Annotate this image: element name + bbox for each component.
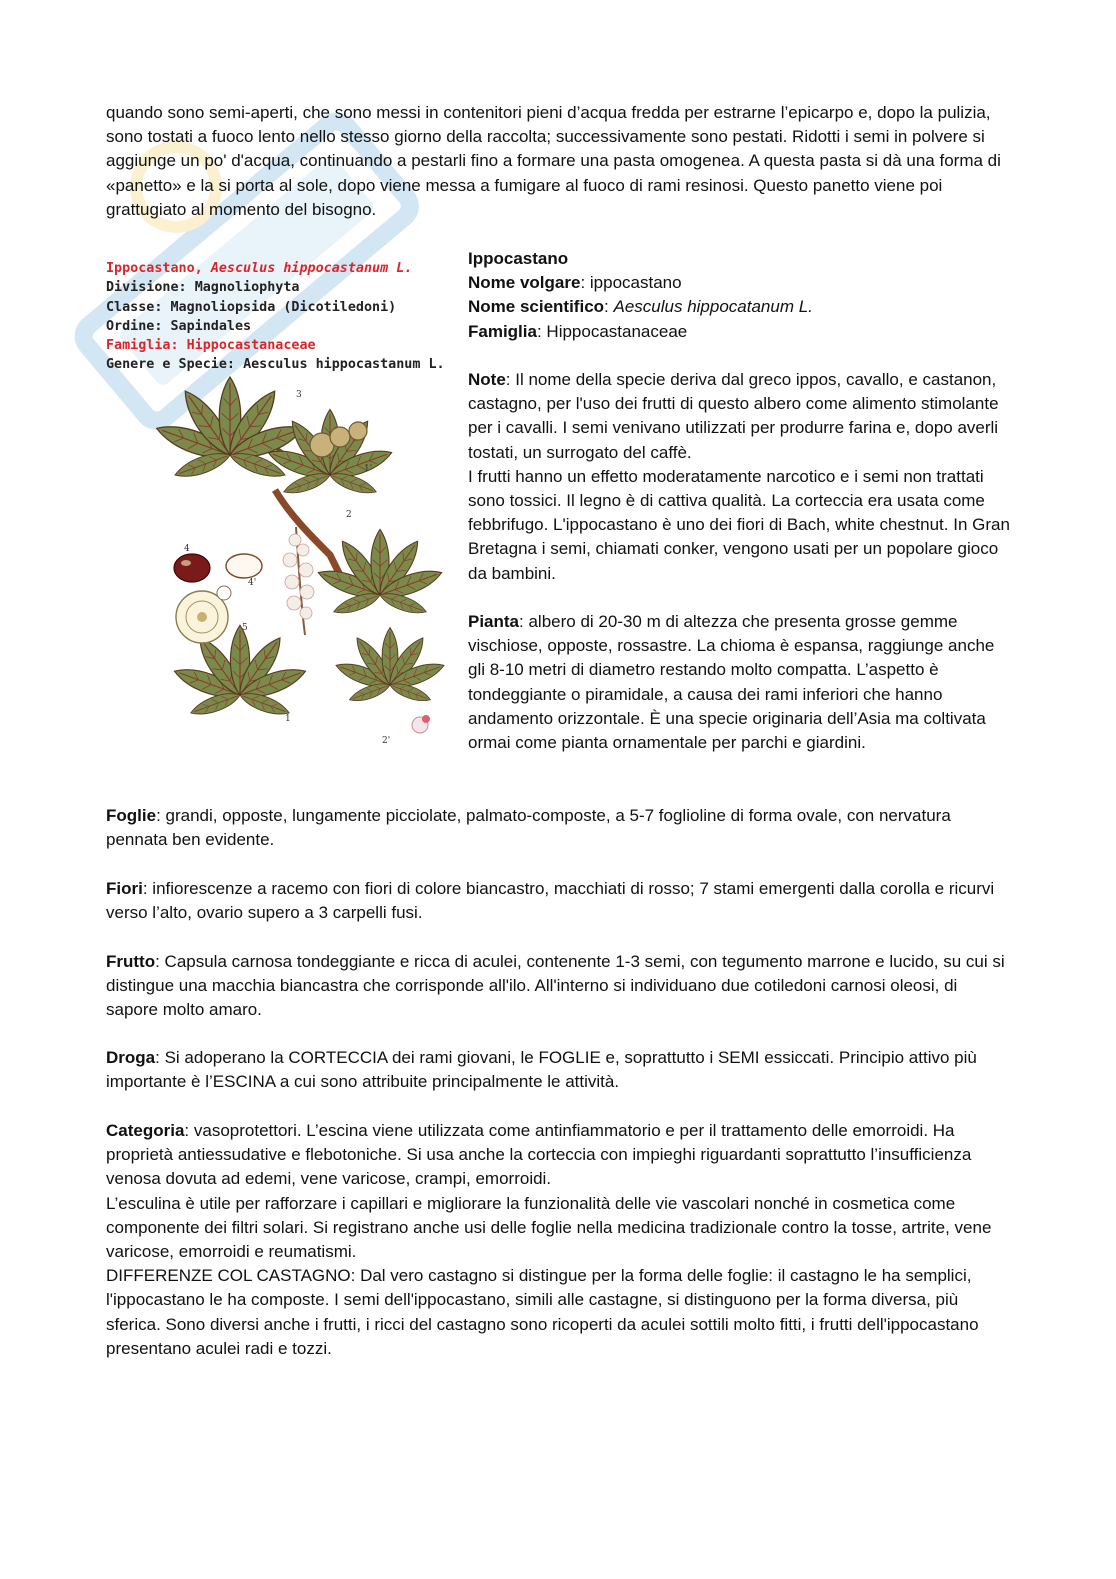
figure-order: Ordine: Sapindales — [106, 318, 252, 334]
pianta-paragraph: Pianta: albero di 20-30 m di altezza che presenta grosse gemme vischiose, opposte, rossastre. La chioma è espansa, raggiunge anche gli 8-10 metri di diametro restando molto compatta. L’aspetto è tondeggiante o piramidale, a causa dei rami inferiori che hanno andamento orizzontale. È una specie originaria dell’Asia ma coltivata ormai come pianta ornamentale per parchi e giardini. — [468, 612, 995, 753]
categoria-section — [106, 1119, 1006, 1361]
intro-text: quando sono semi-aperti, che sono messi in contenitori pieni d’acqua fredda per estrarne l’epicarpo e, dopo la pulizia, sono tostati a fuoco lento nello stesso giorno della raccolta; successivamente sono pestati. Ridotti i semi in polvere si aggiunge un po' d'acqua, continuando a pestarli fino a formare una pasta omogenea. A questa pasta si dà una forma di «panetto» e la si porta al sole, dopo viene messa a fumigare al fuoco di rami resinosi. Questo panetto viene poi grattugiato al momento del bisogno. — [106, 103, 1001, 219]
svg-text:3: 3 — [296, 390, 302, 400]
differenze-paragraph: DIFFERENZE COL CASTAGNO: Dal vero castagno si distingue per la forma delle foglie: il castagno le ha semplici, l'ippocastano le ha composte. I semi dell'ippocastano, simili alle castagne, si distinguono per la forma diversa, più sferica. Sono diversi anche i frutti, i ricci del castagno sono ricoperti da aculei sottili molto fitti, i frutti dell'ippocastano presentano aculei radi e tozzi. — [106, 1266, 979, 1358]
foglie-section — [106, 804, 1006, 852]
intro-paragraph — [106, 101, 1006, 222]
fiori-section — [106, 877, 1006, 925]
pianta-block — [468, 610, 1013, 755]
categoria-label: Categoria — [106, 1121, 185, 1140]
foglie-label: Foglie — [106, 806, 157, 825]
svg-text:1': 1' — [364, 464, 373, 474]
figure-division: Divisione: Magnoliophyta — [106, 280, 300, 296]
figure-title: Ippocastano, Aesculus hippocastanum L. — [106, 261, 413, 276]
svg-text:4': 4' — [248, 578, 257, 588]
svg-text:5: 5 — [242, 623, 248, 633]
plant-heading: Ippocastano — [468, 249, 569, 268]
figure-genus: Genere e Specie: Aesculus hippocastanum L. — [106, 357, 445, 373]
note-paragraph-2: I frutti hanno un effetto moderatamente narcotico e i semi non trattati sono tossici. Il legno è di cattiva qualità. La corteccia era usata come febbrifugo. L'ippocastano è uno dei fiori di Bach, white chestnut. In Gran Bretagna i semi, chiamati conker, vengono usati per un popolare gioco da bambini. — [468, 466, 1010, 583]
droga-label: Droga — [106, 1048, 156, 1067]
frutto-section — [106, 950, 1006, 1023]
categoria-text: : vasoprotettori. L’escina viene utilizzata come antinfiammatorio e per il trattamento delle emorroidi. Ha proprietà antiessudative e flebotoniche. Si usa anche la corteccia con impieghi riguardanti soprattutto l’insufficienza venosa dovuta ad edemi, vene varicose, crampi, emorroidi. — [106, 1121, 972, 1189]
frutto-text: : Capsula carnosa tondeggiante e ricca di aculei, contenente 1-3 semi, con tegumento marrone e lucido, su cui si distingue una macchia biancastra che corrisponde all'ilo. All'interno si individuano due cotiledoni carnosi oleosi, di sapore molto amaro. — [106, 952, 1005, 1020]
foglie-text: : grandi, opposte, lungamente picciolate, palmato-composte, a 5-7 foglioline di forma ovale, con nervatura pennata ben evidente. — [106, 806, 951, 850]
figure-class: Classe: Magnoliopsida (Dicotiledoni) — [106, 299, 397, 315]
droga-section — [106, 1046, 1006, 1094]
family-line: Famiglia: Hippocastanaceae — [468, 321, 688, 341]
svg-text:2': 2' — [382, 736, 391, 746]
svg-text:2: 2 — [346, 510, 352, 520]
svg-text:1: 1 — [285, 714, 291, 724]
figure-family: Famiglia: Hippocastanaceae — [106, 338, 316, 354]
fiori-text: : infiorescenze a racemo con fiori di colore biancastro, macchiati di rosso; 7 stami emergenti dalla corolla e ricurvi verso l’alto, ovario supero a 3 carpelli fusi. — [106, 879, 995, 923]
common-name-line: Nome volgare: ippocastano — [468, 273, 682, 293]
botanical-illustration — [100, 255, 452, 755]
scientific-name-line: Nome scientifico: Aesculus hippocatanum L. — [468, 297, 813, 317]
frutto-label: Frutto — [106, 952, 156, 971]
svg-text:4: 4 — [184, 544, 190, 554]
taxonomy-caption — [106, 259, 445, 375]
esculina-paragraph: L’esculina è utile per rafforzare i capillari e migliorare la funzionalità delle vie vascolari nonché in cosmetica come componente dei filtri solari. Si registrano anche usi delle foglie nella medicina tradizionale contro la tosse, artrite, vene varicose, emorroidi e reumatismi. — [106, 1193, 992, 1262]
plant-id-block — [468, 247, 1013, 344]
note-paragraph: Note: Il nome della specie deriva dal greco ippos, cavallo, e castanon, castagno, per l'uso dei frutti di questo albero come alimento stimolante per i cavalli. I semi venivano utilizzati per produrre farina e, dopo averli tostati, un surrogato del caffè. — [468, 370, 999, 462]
fiori-label: Fiori — [106, 879, 143, 898]
droga-text: : Si adoperano la CORTECCIA dei rami giovani, le FOGLIE e, soprattutto i SEMI essiccati. Principio attivo più importante è l’ESCINA a cui sono attribuite principalmente le attività. — [106, 1048, 977, 1092]
note-block — [468, 368, 1013, 586]
